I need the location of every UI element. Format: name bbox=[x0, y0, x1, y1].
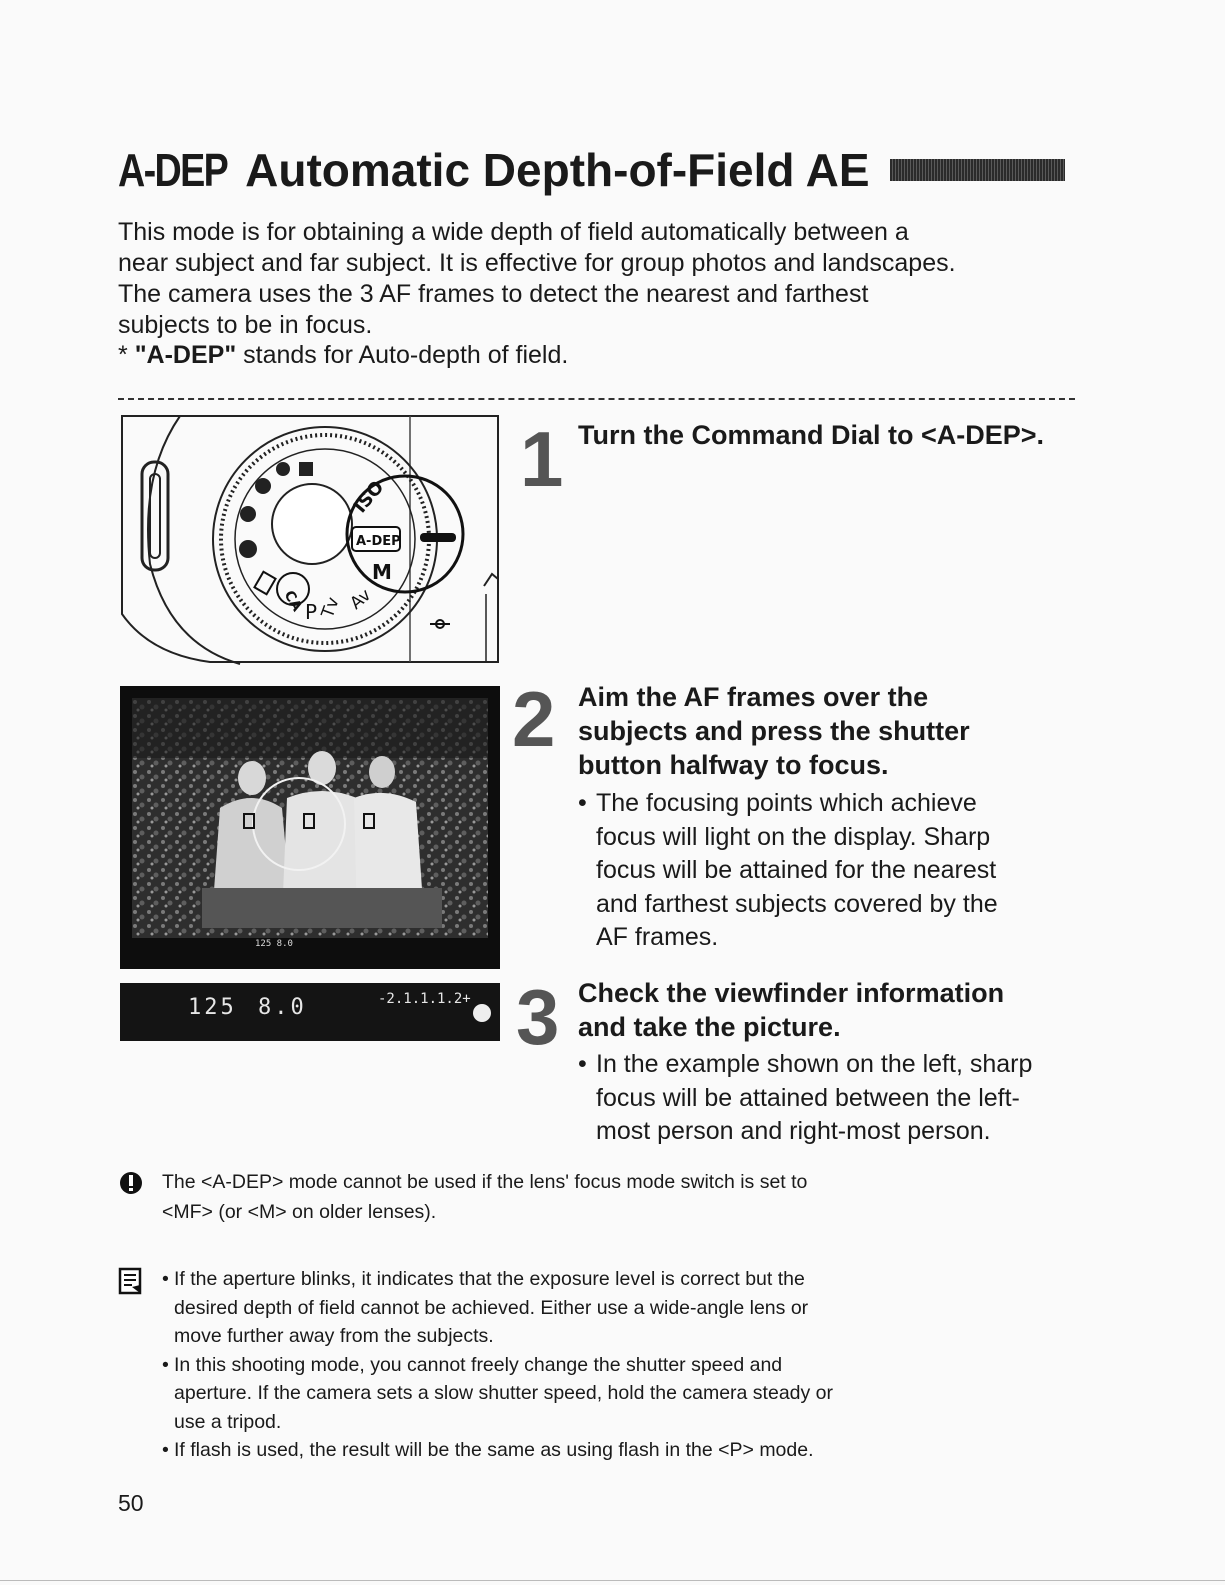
step-title-line: Aim the AF frames over the bbox=[578, 682, 929, 712]
footnote-text: stands for Auto-depth of field. bbox=[236, 341, 569, 369]
intro-line: subjects to be in focus. bbox=[118, 311, 373, 339]
vf-shutter: 125 bbox=[188, 995, 237, 1020]
step-body-line: focus will be attained between the left- bbox=[596, 1083, 1020, 1112]
note-item bbox=[118, 1436, 1048, 1465]
section-divider bbox=[118, 398, 1075, 400]
note-line: move further away from the subjects. bbox=[174, 1325, 494, 1347]
vf-exposure-scale: -2.1.1.1.2+ bbox=[378, 991, 471, 1007]
note-item bbox=[118, 1351, 1048, 1437]
viewfinder-photo bbox=[120, 686, 500, 969]
notes-section bbox=[118, 1265, 1048, 1465]
intro-line: The camera uses the 3 AF frames to detect the nearest and farthest bbox=[118, 280, 869, 308]
dial-label-p: P bbox=[305, 600, 318, 624]
intro-paragraph bbox=[118, 217, 1078, 341]
step-body-line: focus will light on the display. Sharp bbox=[596, 822, 991, 851]
caution-icon bbox=[118, 1170, 144, 1196]
bullet-marker: • bbox=[162, 1353, 169, 1376]
note-line: If flash is used, the result will be the same as using flash in the <P> mode. bbox=[174, 1439, 814, 1461]
note-line: If the aperture blinks, it indicates that the exposure level is correct but the bbox=[174, 1268, 805, 1290]
step-body-line: The focusing points which achieve bbox=[596, 789, 977, 817]
caution-line: The <A-DEP> mode cannot be used if the lens' focus mode switch is set to bbox=[162, 1171, 808, 1193]
note-line: desired depth of field cannot be achieved. Either use a wide-angle lens or bbox=[174, 1296, 809, 1319]
step-number: 1 bbox=[520, 415, 564, 503]
title-bar-decoration bbox=[890, 159, 1065, 181]
step-body-line: focus will be attained for the nearest bbox=[596, 856, 997, 884]
title-text: Automatic Depth-of-Field AE bbox=[245, 144, 870, 196]
bullet-marker: • bbox=[162, 1439, 169, 1461]
step-body-line: In the example shown on the left, sharp bbox=[596, 1050, 1033, 1078]
note-line: use a tripod. bbox=[174, 1410, 282, 1433]
viewfinder-info-strip bbox=[120, 983, 500, 1041]
vf-aperture: 8.0 bbox=[258, 995, 307, 1020]
dial-label-av: Av bbox=[346, 585, 376, 614]
step-title-line: Check the viewfinder information bbox=[578, 978, 1005, 1008]
step-body-line: most person and right-most person. bbox=[596, 1117, 991, 1145]
step-body-line: AF frames. bbox=[596, 923, 719, 951]
dial-label-m: M bbox=[372, 560, 392, 584]
note-line: In this shooting mode, you cannot freely change the shutter speed and bbox=[174, 1353, 783, 1376]
footnote-term: "A-DEP" bbox=[134, 341, 237, 369]
dial-label-ca: CA bbox=[280, 588, 305, 615]
step-1-title bbox=[578, 418, 1044, 452]
footnote-mark: * bbox=[118, 341, 128, 369]
bullet-marker: • bbox=[578, 789, 587, 817]
caution-line: <MF> (or <M> on older lenses). bbox=[162, 1201, 437, 1223]
step-2-body bbox=[578, 787, 998, 955]
step-body-line: and farthest subjects covered by the bbox=[596, 889, 998, 918]
dial-label-adep: A-DEP bbox=[356, 534, 401, 549]
step-number: 3 bbox=[516, 973, 560, 1061]
caution-note bbox=[118, 1167, 1038, 1227]
mode-code: A-DEP bbox=[118, 144, 228, 196]
step-3-body bbox=[578, 1048, 1033, 1149]
step-title-line: Turn the Command Dial to <A-DEP>. bbox=[578, 420, 1045, 450]
dial-label-tv: Tv bbox=[317, 594, 344, 621]
intro-line: This mode is for obtaining a wide depth of field automatically between a bbox=[118, 218, 909, 246]
step-title-line: button halfway to focus. bbox=[578, 750, 889, 780]
page-title bbox=[118, 140, 1078, 200]
page-bottom-edge bbox=[0, 1580, 1225, 1581]
intro-footnote bbox=[118, 341, 568, 370]
intro-line: near subject and far subject. It is effective for group photos and landscapes. bbox=[118, 249, 956, 277]
step-2-title bbox=[578, 680, 970, 782]
page-number: 50 bbox=[118, 1490, 144, 1516]
bullet-marker: • bbox=[578, 1050, 587, 1078]
command-dial-illustration bbox=[120, 414, 500, 666]
note-line: aperture. If the camera sets a slow shutter speed, hold the camera steady or bbox=[174, 1382, 834, 1404]
step-3-title bbox=[578, 976, 1004, 1044]
step-title-line: subjects and press the shutter bbox=[578, 716, 970, 746]
bullet-marker: • bbox=[162, 1268, 169, 1290]
photo-info-readout: 125 8.0 bbox=[255, 939, 293, 949]
note-item bbox=[118, 1265, 1048, 1351]
dial-label-iso: ISO bbox=[349, 476, 389, 518]
step-number: 2 bbox=[512, 675, 556, 763]
step-title-line: and take the picture. bbox=[578, 1012, 841, 1042]
